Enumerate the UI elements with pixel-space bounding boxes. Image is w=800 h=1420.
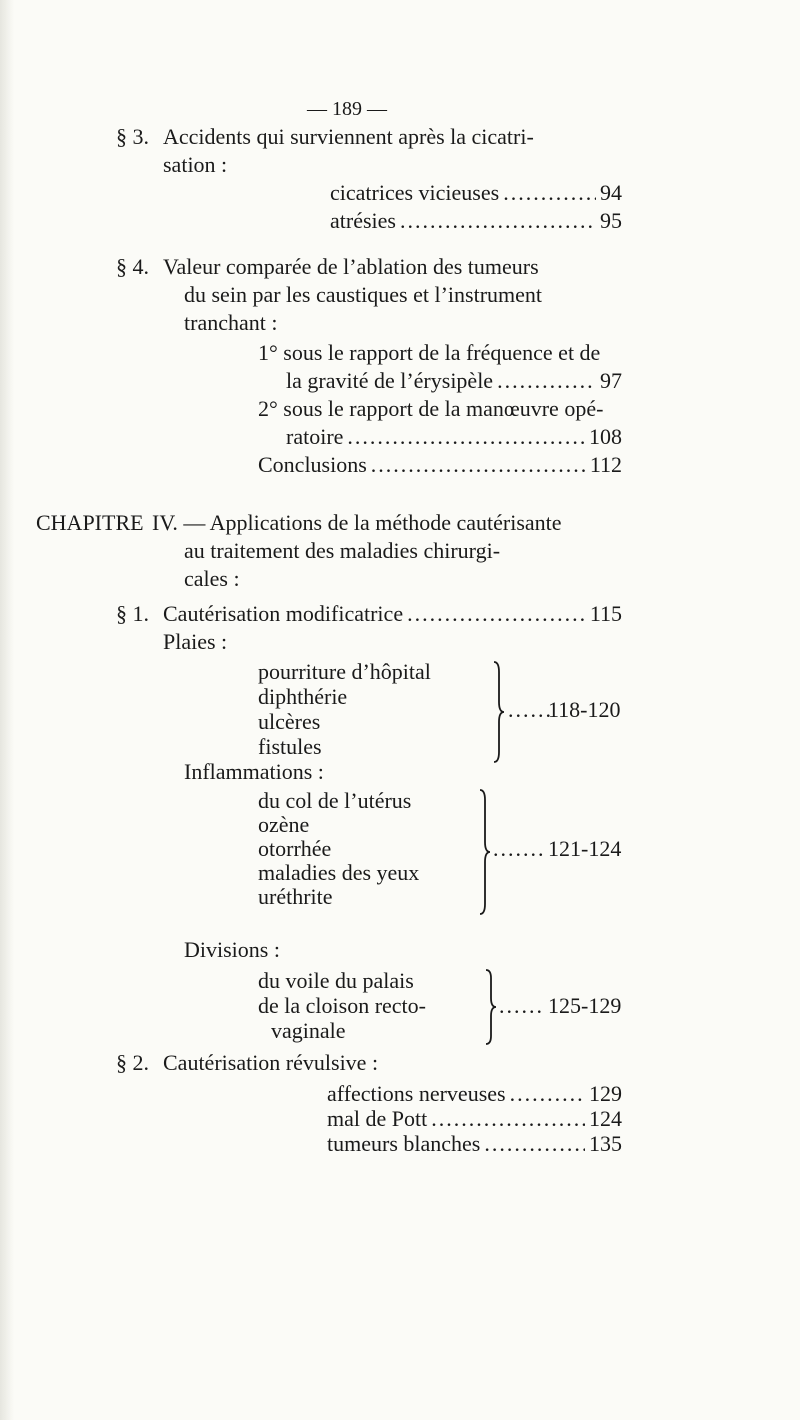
entry-page: 129 — [589, 1081, 622, 1106]
entry-label: cicatrices vicieuses — [330, 180, 500, 205]
leader-dots — [503, 180, 596, 206]
inflammations-item: uréthrite — [258, 884, 333, 909]
toc-entry — [327, 1106, 622, 1132]
entry-page: 115 — [589, 601, 622, 626]
entry-label: mal de Pott — [327, 1106, 428, 1131]
s4-title-line1: Valeur comparée de l’ablation des tumeurs — [163, 254, 539, 279]
chapter-title-line1: IV. — Applications de la méthode cautérisante — [152, 510, 562, 535]
plaies-heading: Plaies : — [163, 629, 228, 654]
toc-entry — [163, 601, 622, 627]
plaies-item: pourriture d’hôpital — [258, 659, 431, 684]
toc-entry — [330, 208, 622, 234]
divisions-pages: 125-129 — [548, 993, 622, 1018]
chapter-title-line3: cales : — [184, 566, 240, 591]
leader-dots — [407, 601, 586, 627]
plaies-item: fistules — [258, 734, 322, 759]
toc-entry — [327, 1081, 622, 1107]
toc-entry — [286, 424, 622, 450]
toc-entry — [327, 1131, 622, 1157]
s3-number: § 3. — [116, 124, 149, 149]
chapter-label: CHAPITRE — [36, 510, 144, 535]
s3-title-line1: Accidents qui surviennent après la cicatri- — [163, 124, 534, 149]
leader-dots — [371, 452, 586, 478]
inflammations-item: otorrhée — [258, 836, 332, 861]
plaies-brace — [492, 660, 508, 764]
leader-dots — [400, 208, 596, 234]
inflammations-brace — [478, 788, 494, 916]
divisions-brace — [484, 968, 500, 1046]
entry-label: affections nerveuses — [327, 1081, 506, 1106]
s4-title-line2: du sein par les caustiques et l’instrument — [184, 282, 543, 307]
entry-label: atrésies — [330, 208, 396, 233]
inflammations-pages: 121-124 — [548, 836, 622, 861]
c2-number: § 2. — [116, 1050, 149, 1075]
s4-item2-line1: 2° sous le rapport de la manœuvre opé- — [258, 396, 604, 421]
entry-label: ratoire — [286, 424, 344, 449]
entry-page: 112 — [589, 452, 622, 477]
entry-label: la gravité de l’érysipèle — [286, 368, 494, 393]
plaies-pages: 118-120 — [548, 697, 621, 722]
divisions-item: vaginale — [271, 1018, 346, 1043]
s4-item1-line1: 1° sous le rapport de la fréquence et de — [258, 340, 601, 365]
divisions-item: de la cloison recto- — [258, 993, 426, 1018]
toc-entry — [258, 452, 622, 478]
page-edge-shadow — [0, 0, 14, 1420]
leader-dots — [347, 424, 585, 450]
divisions-item: du voile du palais — [258, 968, 414, 993]
s4-title-line3: tranchant : — [184, 310, 278, 335]
toc-entry — [286, 368, 622, 394]
entry-label: Cautérisation modificatrice — [163, 601, 404, 626]
inflammations-item: maladies des yeux — [258, 860, 420, 885]
leader-dots — [431, 1106, 585, 1132]
plaies-item: diphthérie — [258, 684, 348, 709]
leader-dots — [484, 1131, 585, 1157]
entry-page: 124 — [589, 1106, 622, 1131]
inflammations-item: du col de l’utérus — [258, 788, 412, 813]
inflammations-leader-dots: ....... — [493, 836, 546, 861]
leader-dots — [497, 368, 596, 394]
entry-page: 95 — [600, 208, 622, 233]
toc-entry — [330, 180, 622, 206]
inflammations-item: ozène — [258, 812, 310, 837]
entry-page: 108 — [589, 424, 622, 449]
plaies-item: ulcères — [258, 709, 321, 734]
entry-page: 135 — [589, 1131, 622, 1156]
s3-title-line2: sation : — [163, 152, 228, 177]
chapter-title-line2: au traitement des maladies chirurgi- — [184, 538, 501, 563]
entry-label: tumeurs blanches — [327, 1131, 481, 1156]
s4-number: § 4. — [116, 254, 149, 279]
inflammations-heading: Inflammations : — [184, 759, 324, 784]
page-number: — 189 — — [307, 98, 387, 120]
c1-number: § 1. — [116, 601, 149, 626]
entry-page: 94 — [600, 180, 622, 205]
divisions-leader-dots: ...... — [499, 993, 544, 1018]
entry-label: Conclusions — [258, 452, 367, 477]
leader-dots — [510, 1081, 585, 1107]
divisions-heading: Divisions : — [184, 937, 280, 962]
entry-page: 97 — [600, 368, 622, 393]
plaies-leader-dots: ...... — [508, 697, 553, 722]
c2-title: Cautérisation révulsive : — [163, 1050, 379, 1075]
